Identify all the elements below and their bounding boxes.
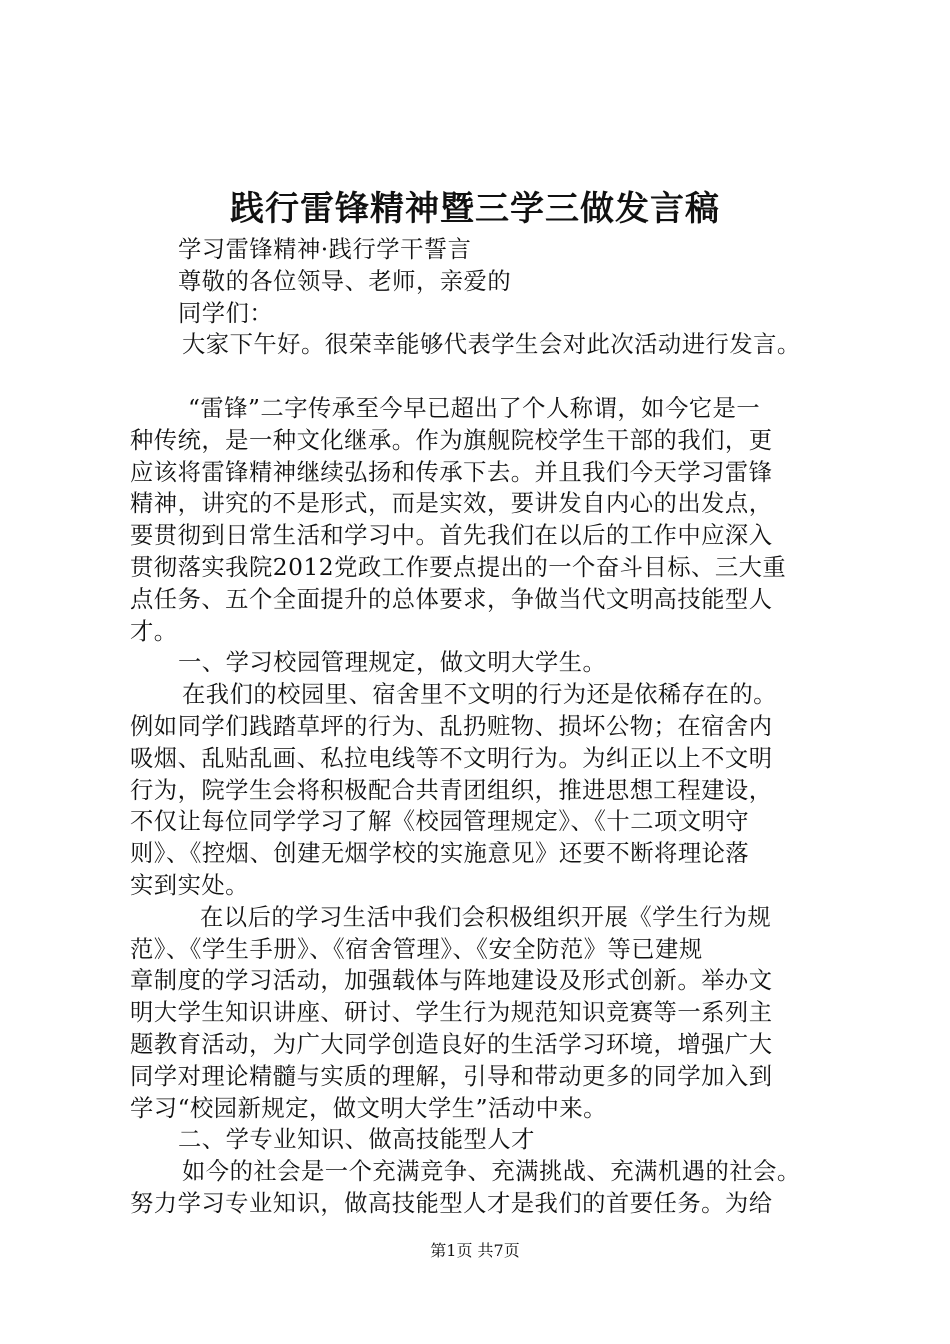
text-line: 题教育活动，为广大同学创造良好的生活学习环境，增强广大 [130,1030,773,1058]
document-body [130,234,850,1220]
section-heading-2: 二、学专业知识、做高技能型人才 [178,1126,535,1154]
text-line: 则》、《控烟、创建无烟学校的实施意见》还要不断将理论落 [130,840,750,868]
text-line: 同学对理论精髓与实质的理解，引导和带动更多的同学加入到 [130,1062,773,1090]
text-line: 才。 [130,617,178,645]
paragraph-3 [130,902,850,1125]
text-line: 如今的社会是一个充满竞争、充满挑战、充满机遇的社会。 [182,1158,801,1186]
text-line: “雷锋”二字传承至今早已超出了个人称谓，如今它是一 [188,394,761,422]
text-line: 章制度的学习活动，加强载体与阵地建设及形式创新。举办文 [130,967,773,995]
text-line: 不仅让每位同学学习了解《校园管理规定》、《十二项文明守 [130,808,750,836]
text-line: 行为，院学生会将积极配合共青团组织，推进思想工程建设， [130,776,773,804]
text-line: 努力学习专业知识，做高技能型人才是我们的首要任务。为给 [130,1189,773,1217]
paragraph-gap [130,361,850,393]
text-line: 应该将雷锋精神继续弘扬和传承下去。并且我们今天学习雷锋 [130,458,773,486]
subtitle-line: 学习雷锋精神·践行学干誓言 [178,236,472,263]
text-line: 要贯彻到日常生活和学习中。首先我们在以后的工作中应深入 [130,522,773,550]
text-line: 例如同学们践踏草坪的行为、乱扔赃物、损坏公物；在宿舍内 [130,712,773,740]
document-title: 践行雷锋精神暨三学三做发言稿 [230,189,720,229]
text-line: 吸烟、乱贴乱画、私拉电线等不文明行为。为纠正以上不文明 [130,744,773,772]
text-line: 贯彻落实我院2012党政工作要点提出的一个奋斗目标、三大重 [130,553,787,581]
paragraph-1 [130,393,850,647]
text-line: 在以后的学习生活中我们会积极组织开展《学生行为规 [200,903,772,931]
text-line: 精神，讲究的不是形式，而是实效，要讲发自内心的出发点， [130,490,773,518]
text-line: 在我们的校园里、宿舍里不文明的行为还是依稀存在的。 [182,681,777,709]
text-line: 种传统，是一种文化继承。作为旗舰院校学生干部的我们，更 [130,426,773,454]
text-line: 点任务、五个全面提升的总体要求，争做当代文明高技能型人 [130,585,773,613]
paragraph-2 [130,679,850,902]
text-line: 实到实处。 [130,871,249,899]
text-line: 明大学生知识讲座、研讨、学生行为规范知识竞赛等一系列主 [130,999,773,1027]
text-line: 学习“校园新规定，做文明大学生”活动中来。 [130,1094,607,1122]
salutation-line: 尊敬的各位领导、老师，亲爱的 [178,267,512,295]
greeting-line: 大家下午好。很荣幸能够代表学生会对此次活动进行发言。 [182,331,801,359]
text-line: 范》、《学生手册》、《宿舍管理》、《安全防范》等已建规 [130,935,703,963]
salutation-line: 同学们： [178,299,274,327]
paragraph-4 [130,1156,850,1220]
page-number: 第1页 共7页 [430,1241,520,1260]
section-heading-1: 一、学习校园管理规定，做文明大学生。 [178,649,607,677]
